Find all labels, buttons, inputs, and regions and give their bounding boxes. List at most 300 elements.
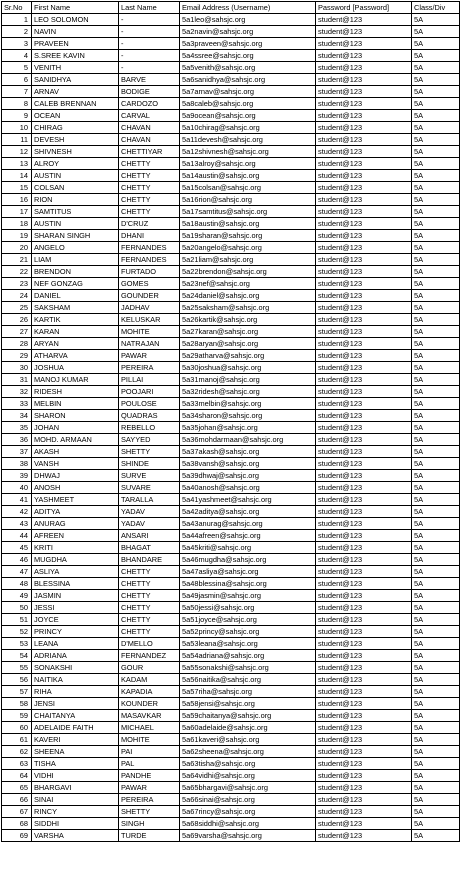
cell-password: student@123 [316, 662, 412, 674]
cell-class-div: 5A [412, 410, 460, 422]
cell-email: 5a13alroy@sahsjc.org [180, 158, 316, 170]
cell-class-div: 5A [412, 758, 460, 770]
cell-password: student@123 [316, 758, 412, 770]
cell-password: student@123 [316, 338, 412, 350]
cell-password: student@123 [316, 278, 412, 290]
cell-password: student@123 [316, 542, 412, 554]
cell-sr-no: 31 [2, 374, 32, 386]
table-row [2, 638, 460, 650]
cell-sr-no: 54 [2, 650, 32, 662]
cell-sr-no: 37 [2, 446, 32, 458]
cell-email: 5a8caleb@sahsjc.org [180, 98, 316, 110]
cell-class-div: 5A [412, 518, 460, 530]
cell-first-name: LIAM [32, 254, 119, 266]
cell-sr-no: 2 [2, 26, 32, 38]
cell-password: student@123 [316, 818, 412, 830]
cell-class-div: 5A [412, 782, 460, 794]
cell-first-name: AKASH [32, 446, 119, 458]
table-row [2, 434, 460, 446]
table-row [2, 758, 460, 770]
table-row [2, 314, 460, 326]
cell-last-name: MASAVKAR [119, 710, 180, 722]
cell-last-name: D'MELLO [119, 638, 180, 650]
cell-last-name: REBELLO [119, 422, 180, 434]
table-row [2, 422, 460, 434]
cell-sr-no: 66 [2, 794, 32, 806]
cell-first-name: JESSI [32, 602, 119, 614]
cell-last-name: SINGH [119, 818, 180, 830]
table-row [2, 350, 460, 362]
cell-first-name: SHARAN SINGH [32, 230, 119, 242]
cell-class-div: 5A [412, 506, 460, 518]
cell-first-name: MUGDHA [32, 554, 119, 566]
cell-sr-no: 20 [2, 242, 32, 254]
table-row [2, 122, 460, 134]
cell-email: 5a49jasmin@sahsjc.org [180, 590, 316, 602]
cell-first-name: SANIDHYA [32, 74, 119, 86]
table-row [2, 782, 460, 794]
cell-class-div: 5A [412, 302, 460, 314]
cell-class-div: 5A [412, 74, 460, 86]
cell-password: student@123 [316, 638, 412, 650]
cell-last-name: GOUNDER [119, 290, 180, 302]
cell-email: 5a6sanidhya@sahsjc.org [180, 74, 316, 86]
cell-last-name: BARVE [119, 74, 180, 86]
cell-sr-no: 53 [2, 638, 32, 650]
cell-sr-no: 39 [2, 470, 32, 482]
cell-class-div: 5A [412, 278, 460, 290]
cell-email: 5a12shivnesh@sahsjc.org [180, 146, 316, 158]
cell-last-name: SURVE [119, 470, 180, 482]
cell-last-name: MICHAEL [119, 722, 180, 734]
cell-last-name: CHETTY [119, 602, 180, 614]
table-row [2, 518, 460, 530]
cell-class-div: 5A [412, 338, 460, 350]
cell-sr-no: 41 [2, 494, 32, 506]
cell-email: 5a46mugdha@sahsjc.org [180, 554, 316, 566]
cell-email: 5a18austin@sahsjc.org [180, 218, 316, 230]
cell-password: student@123 [316, 434, 412, 446]
cell-first-name: CALEB BRENNAN [32, 98, 119, 110]
cell-password: student@123 [316, 122, 412, 134]
table-row [2, 626, 460, 638]
cell-class-div: 5A [412, 362, 460, 374]
cell-sr-no: 4 [2, 50, 32, 62]
cell-last-name: DHANI [119, 230, 180, 242]
table-row [2, 446, 460, 458]
cell-sr-no: 56 [2, 674, 32, 686]
cell-email: 5a15colsan@sahsjc.org [180, 182, 316, 194]
cell-first-name: BHARGAVI [32, 782, 119, 794]
cell-last-name: YADAV [119, 518, 180, 530]
cell-sr-no: 5 [2, 62, 32, 74]
cell-email: 5a38vansh@sahsjc.org [180, 458, 316, 470]
cell-last-name: CHETTY [119, 566, 180, 578]
cell-class-div: 5A [412, 110, 460, 122]
cell-last-name: FERNANDES [119, 242, 180, 254]
cell-password: student@123 [316, 326, 412, 338]
cell-first-name: RIHA [32, 686, 119, 698]
cell-class-div: 5A [412, 662, 460, 674]
cell-email: 5a59chaitanya@sahsjc.org [180, 710, 316, 722]
cell-email: 5a2navin@sahsjc.org [180, 26, 316, 38]
table-row [2, 674, 460, 686]
cell-class-div: 5A [412, 734, 460, 746]
cell-password: student@123 [316, 782, 412, 794]
cell-email: 5a43anurag@sahsjc.org [180, 518, 316, 530]
cell-last-name: QUADRAS [119, 410, 180, 422]
cell-last-name: SAYYED [119, 434, 180, 446]
cell-last-name: - [119, 50, 180, 62]
cell-class-div: 5A [412, 818, 460, 830]
cell-last-name: FERNANDEZ [119, 650, 180, 662]
cell-password: student@123 [316, 422, 412, 434]
cell-password: student@123 [316, 494, 412, 506]
table-row [2, 398, 460, 410]
cell-last-name: MOHITE [119, 326, 180, 338]
cell-class-div: 5A [412, 158, 460, 170]
cell-sr-no: 55 [2, 662, 32, 674]
cell-first-name: OCEAN [32, 110, 119, 122]
cell-password: student@123 [316, 614, 412, 626]
cell-class-div: 5A [412, 494, 460, 506]
cell-email: 5a17samtitus@sahsjc.org [180, 206, 316, 218]
cell-first-name: JASMIN [32, 590, 119, 602]
table-row [2, 110, 460, 122]
cell-sr-no: 47 [2, 566, 32, 578]
cell-sr-no: 63 [2, 758, 32, 770]
table-row [2, 818, 460, 830]
table-row [2, 158, 460, 170]
table-row [2, 830, 460, 842]
table-row [2, 650, 460, 662]
cell-last-name: KOUNDER [119, 698, 180, 710]
cell-first-name: JOHAN [32, 422, 119, 434]
cell-password: student@123 [316, 266, 412, 278]
cell-first-name: AFREEN [32, 530, 119, 542]
cell-last-name: CHETTY [119, 194, 180, 206]
cell-email: 5a62sheena@sahsjc.org [180, 746, 316, 758]
cell-sr-no: 33 [2, 398, 32, 410]
cell-first-name: RINCY [32, 806, 119, 818]
cell-email: 5a50jessi@sahsjc.org [180, 602, 316, 614]
student-credentials-table [1, 1, 460, 842]
cell-class-div: 5A [412, 554, 460, 566]
cell-password: student@123 [316, 530, 412, 542]
cell-email: 5a23nef@sahsjc.org [180, 278, 316, 290]
cell-last-name: CHETTY [119, 578, 180, 590]
cell-sr-no: 28 [2, 338, 32, 350]
cell-last-name: BHAGAT [119, 542, 180, 554]
cell-first-name: DHWAJ [32, 470, 119, 482]
table-row [2, 230, 460, 242]
table-row [2, 98, 460, 110]
cell-first-name: ARNAV [32, 86, 119, 98]
cell-password: student@123 [316, 50, 412, 62]
cell-class-div: 5A [412, 830, 460, 842]
cell-email: 5a39dhwaj@sahsjc.org [180, 470, 316, 482]
cell-sr-no: 1 [2, 14, 32, 26]
cell-last-name: SHETTY [119, 806, 180, 818]
cell-first-name: VARSHA [32, 830, 119, 842]
cell-email: 5a31manoj@sahsjc.org [180, 374, 316, 386]
cell-sr-no: 60 [2, 722, 32, 734]
cell-last-name: SHINDE [119, 458, 180, 470]
cell-first-name: SIDDHI [32, 818, 119, 830]
cell-class-div: 5A [412, 602, 460, 614]
cell-class-div: 5A [412, 686, 460, 698]
cell-password: student@123 [316, 722, 412, 734]
cell-password: student@123 [316, 62, 412, 74]
cell-class-div: 5A [412, 434, 460, 446]
cell-class-div: 5A [412, 374, 460, 386]
cell-first-name: JOSHUA [32, 362, 119, 374]
cell-last-name: JADHAV [119, 302, 180, 314]
cell-password: student@123 [316, 362, 412, 374]
cell-email: 5a3praveen@sahsjc.org [180, 38, 316, 50]
cell-class-div: 5A [412, 206, 460, 218]
cell-last-name: PILLAI [119, 374, 180, 386]
table-row [2, 194, 460, 206]
cell-first-name: BRENDON [32, 266, 119, 278]
table-row [2, 746, 460, 758]
cell-first-name: KARTIK [32, 314, 119, 326]
cell-password: student@123 [316, 98, 412, 110]
cell-sr-no: 65 [2, 782, 32, 794]
cell-sr-no: 68 [2, 818, 32, 830]
cell-sr-no: 43 [2, 518, 32, 530]
cell-first-name: SINAI [32, 794, 119, 806]
cell-password: student@123 [316, 470, 412, 482]
cell-last-name: - [119, 26, 180, 38]
cell-last-name: CHAVAN [119, 134, 180, 146]
cell-first-name: CHIRAG [32, 122, 119, 134]
table-row [2, 182, 460, 194]
cell-email: 5a24daniel@sahsjc.org [180, 290, 316, 302]
cell-first-name: SHIVNESH [32, 146, 119, 158]
cell-first-name: AUSTIN [32, 170, 119, 182]
cell-class-div: 5A [412, 578, 460, 590]
cell-password: student@123 [316, 158, 412, 170]
cell-first-name: ADELAIDE FAITH [32, 722, 119, 734]
cell-sr-no: 11 [2, 134, 32, 146]
cell-class-div: 5A [412, 542, 460, 554]
cell-last-name: NATRAJAN [119, 338, 180, 350]
cell-class-div: 5A [412, 314, 460, 326]
cell-password: student@123 [316, 458, 412, 470]
table-row [2, 62, 460, 74]
cell-first-name: KAVERI [32, 734, 119, 746]
cell-sr-no: 46 [2, 554, 32, 566]
cell-password: student@123 [316, 314, 412, 326]
cell-first-name: SAKSHAM [32, 302, 119, 314]
table-row [2, 254, 460, 266]
table-row [2, 458, 460, 470]
cell-first-name: CHAITANYA [32, 710, 119, 722]
cell-password: student@123 [316, 554, 412, 566]
table-row [2, 602, 460, 614]
cell-sr-no: 18 [2, 218, 32, 230]
cell-email: 5a40anosh@sahsjc.org [180, 482, 316, 494]
cell-email: 5a11devesh@sahsjc.org [180, 134, 316, 146]
header-email: Email Address (Username) [180, 2, 316, 14]
table-row [2, 710, 460, 722]
cell-class-div: 5A [412, 446, 460, 458]
cell-sr-no: 64 [2, 770, 32, 782]
cell-class-div: 5A [412, 722, 460, 734]
cell-last-name: PAWAR [119, 782, 180, 794]
cell-email: 5a42aditya@sahsjc.org [180, 506, 316, 518]
cell-email: 5a26kartik@sahsjc.org [180, 314, 316, 326]
header-last-name: Last Name [119, 2, 180, 14]
cell-last-name: SHETTY [119, 446, 180, 458]
cell-last-name: - [119, 38, 180, 50]
cell-password: student@123 [316, 482, 412, 494]
cell-email: 5a10chirag@sahsjc.org [180, 122, 316, 134]
cell-email: 5a48blessina@sahsjc.org [180, 578, 316, 590]
cell-last-name: CHETTIYAR [119, 146, 180, 158]
cell-last-name: KAPADIA [119, 686, 180, 698]
cell-first-name: VIDHI [32, 770, 119, 782]
cell-class-div: 5A [412, 482, 460, 494]
cell-class-div: 5A [412, 230, 460, 242]
cell-password: student@123 [316, 650, 412, 662]
cell-class-div: 5A [412, 266, 460, 278]
cell-password: student@123 [316, 770, 412, 782]
cell-password: student@123 [316, 686, 412, 698]
cell-class-div: 5A [412, 122, 460, 134]
table-row [2, 146, 460, 158]
cell-first-name: JOYCE [32, 614, 119, 626]
cell-last-name: CHETTY [119, 206, 180, 218]
cell-last-name: GOUR [119, 662, 180, 674]
cell-email: 5a61kaveri@sahsjc.org [180, 734, 316, 746]
cell-sr-no: 15 [2, 182, 32, 194]
cell-password: student@123 [316, 626, 412, 638]
table-row [2, 734, 460, 746]
cell-password: student@123 [316, 218, 412, 230]
cell-first-name: ASLIYA [32, 566, 119, 578]
header-class-div: Class/Div [412, 2, 460, 14]
cell-first-name: KARAN [32, 326, 119, 338]
cell-class-div: 5A [412, 182, 460, 194]
cell-sr-no: 22 [2, 266, 32, 278]
cell-last-name: PEREIRA [119, 362, 180, 374]
cell-class-div: 5A [412, 134, 460, 146]
cell-password: student@123 [316, 194, 412, 206]
cell-sr-no: 14 [2, 170, 32, 182]
table-row [2, 38, 460, 50]
cell-sr-no: 52 [2, 626, 32, 638]
cell-last-name: PAL [119, 758, 180, 770]
cell-password: student@123 [316, 602, 412, 614]
cell-password: student@123 [316, 254, 412, 266]
cell-class-div: 5A [412, 806, 460, 818]
cell-last-name: - [119, 14, 180, 26]
cell-class-div: 5A [412, 710, 460, 722]
cell-first-name: DANIEL [32, 290, 119, 302]
cell-class-div: 5A [412, 458, 460, 470]
cell-sr-no: 24 [2, 290, 32, 302]
cell-password: student@123 [316, 398, 412, 410]
cell-last-name: POOJARI [119, 386, 180, 398]
cell-last-name: KELUSKAR [119, 314, 180, 326]
table-row [2, 410, 460, 422]
cell-first-name: MANOJ KUMAR [32, 374, 119, 386]
cell-last-name: POULOSE [119, 398, 180, 410]
cell-email: 5a33melbin@sahsjc.org [180, 398, 316, 410]
cell-class-div: 5A [412, 62, 460, 74]
cell-sr-no: 29 [2, 350, 32, 362]
cell-email: 5a21liam@sahsjc.org [180, 254, 316, 266]
cell-email: 5a5venith@sahsjc.org [180, 62, 316, 74]
table-row [2, 494, 460, 506]
cell-class-div: 5A [412, 194, 460, 206]
table-row [2, 530, 460, 542]
cell-sr-no: 44 [2, 530, 32, 542]
cell-sr-no: 51 [2, 614, 32, 626]
cell-class-div: 5A [412, 590, 460, 602]
cell-last-name: YADAV [119, 506, 180, 518]
table-row [2, 542, 460, 554]
cell-password: student@123 [316, 566, 412, 578]
cell-first-name: LEANA [32, 638, 119, 650]
cell-first-name: ATHARVA [32, 350, 119, 362]
cell-first-name: YASHMEET [32, 494, 119, 506]
cell-password: student@123 [316, 86, 412, 98]
cell-password: student@123 [316, 206, 412, 218]
cell-class-div: 5A [412, 218, 460, 230]
cell-email: 5a64vidhi@sahsjc.org [180, 770, 316, 782]
table-row [2, 470, 460, 482]
cell-email: 5a14austin@sahsjc.org [180, 170, 316, 182]
cell-first-name: SAMTITUS [32, 206, 119, 218]
cell-first-name: ALROY [32, 158, 119, 170]
cell-class-div: 5A [412, 146, 460, 158]
cell-sr-no: 8 [2, 98, 32, 110]
table-row [2, 566, 460, 578]
table-row [2, 806, 460, 818]
cell-password: student@123 [316, 350, 412, 362]
table-row [2, 170, 460, 182]
cell-email: 5a28aryan@sahsjc.org [180, 338, 316, 350]
table-row [2, 50, 460, 62]
table-row [2, 614, 460, 626]
cell-password: student@123 [316, 806, 412, 818]
cell-last-name: CARVAL [119, 110, 180, 122]
cell-class-div: 5A [412, 398, 460, 410]
cell-email: 5a53leana@sahsjc.org [180, 638, 316, 650]
cell-email: 5a44afreen@sahsjc.org [180, 530, 316, 542]
header-password: Password [Password] [316, 2, 412, 14]
cell-password: student@123 [316, 182, 412, 194]
cell-email: 5a22brendon@sahsjc.org [180, 266, 316, 278]
cell-first-name: JENSI [32, 698, 119, 710]
cell-class-div: 5A [412, 86, 460, 98]
cell-sr-no: 19 [2, 230, 32, 242]
cell-first-name: NAVIN [32, 26, 119, 38]
cell-sr-no: 17 [2, 206, 32, 218]
cell-class-div: 5A [412, 254, 460, 266]
cell-password: student@123 [316, 590, 412, 602]
table-row [2, 374, 460, 386]
cell-class-div: 5A [412, 326, 460, 338]
cell-first-name: TISHA [32, 758, 119, 770]
cell-sr-no: 16 [2, 194, 32, 206]
cell-password: student@123 [316, 674, 412, 686]
cell-email: 5a19sharan@sahsjc.org [180, 230, 316, 242]
table-row [2, 206, 460, 218]
